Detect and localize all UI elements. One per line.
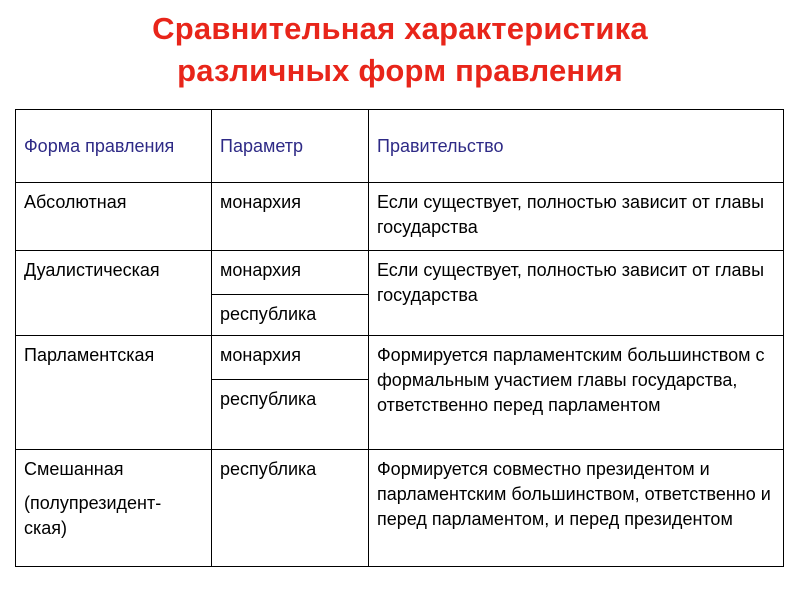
cell-parameter-dualistic-1: монархия (212, 251, 369, 295)
cell-parameter-mixed: республика (212, 450, 369, 567)
table-header-row (16, 110, 784, 183)
title-line-2: различных форм правления (177, 53, 623, 88)
header-parameter: Параметр (212, 110, 369, 183)
cell-government-parliamentary: Формируется парламентским большинством с формальным участием главы государства, ответственно перед парламентом (369, 336, 784, 450)
cell-form-mixed (16, 450, 212, 567)
header-form: Форма правления (16, 110, 212, 183)
cell-government-dualistic: Если существует, полностью зависит от главы государства (369, 251, 784, 336)
header-government: Правительство (369, 110, 784, 183)
table-row (16, 336, 784, 380)
cell-form-absolute: Абсолютная (16, 183, 212, 251)
comparison-table (15, 109, 784, 567)
cell-form-parliamentary: Парламентская (16, 336, 212, 450)
cell-parameter-absolute: монархия (212, 183, 369, 251)
table-row (16, 251, 784, 295)
form-mixed-note: (полупрезидент-ская) (24, 493, 162, 538)
cell-parameter-parliamentary-2: республика (212, 380, 369, 450)
slide-title (0, 8, 800, 92)
cell-government-mixed: Формируется совместно президентом и парламентским большинством, ответственно и перед парламентом, и перед президентом (369, 450, 784, 567)
cell-parameter-parliamentary-1: монархия (212, 336, 369, 380)
cell-government-absolute: Если существует, полностью зависит от главы государства (369, 183, 784, 251)
cell-form-dualistic: Дуалистическая (16, 251, 212, 336)
cell-parameter-dualistic-2: республика (212, 295, 369, 336)
title-line-1: Сравнительная характеристика (152, 11, 648, 46)
table-row (16, 450, 784, 567)
form-mixed-name: Смешанная (24, 459, 124, 479)
table-row (16, 183, 784, 251)
